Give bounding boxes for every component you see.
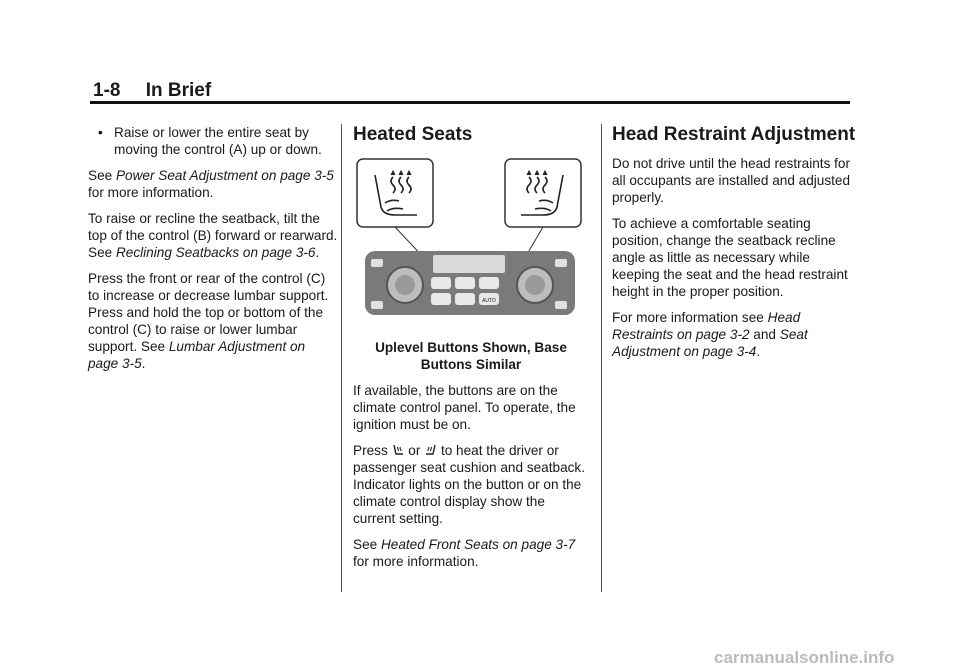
- paragraph: [353, 536, 589, 570]
- bullet-text: Raise or lower the entire seat by moving the control (A) up or down.: [114, 125, 322, 157]
- heated-seat-driver-icon: [392, 443, 405, 457]
- section-title: In Brief: [145, 80, 212, 101]
- text: .: [756, 344, 761, 359]
- paragraph: Do not drive until the head restraints for all occupants are installed and adjusted properly.: [612, 156, 851, 205]
- left-callout-box: [357, 159, 433, 227]
- text: For more information see: [612, 310, 768, 325]
- text: To raise or recline the seatback, tilt the top of the control (B) forward or rearward. See: [88, 211, 338, 260]
- heading-heated-seats: Heated Seats: [353, 124, 473, 145]
- text: for more information.: [88, 185, 214, 200]
- cross-reference-link[interactable]: Heated Front Seats on page 3-7: [380, 537, 576, 552]
- column-divider: [601, 124, 602, 592]
- watermark: carmanualsonline.info: [714, 648, 895, 667]
- right-callout-box: [505, 159, 581, 227]
- cross-reference-link[interactable]: Power Seat Adjustment on page 3-5: [115, 168, 334, 183]
- heated-seat-passenger-icon: [424, 443, 437, 457]
- paragraph: [612, 309, 857, 360]
- header-rule: [90, 101, 850, 104]
- column-head-restraint: [612, 124, 857, 369]
- text: to heat the driver or passenger seat cushion and seatback. Indicator lights on the button or on the climate control display show the current setting.: [353, 443, 586, 526]
- paragraph: To achieve a comfortable seating position, change the seatback recline angle as little as necessary while keeping the seat and the head restraint height in the proper position.: [612, 216, 848, 299]
- auto-button-label: AUTO: [482, 298, 496, 304]
- cross-reference-link[interactable]: Seat Adjustment on page 3-4: [612, 327, 808, 359]
- text: or: [404, 443, 425, 458]
- paragraph: If available, the buttons are on the climate control panel. To operate, the ignition must be on.: [353, 383, 576, 432]
- paragraph: [353, 442, 589, 527]
- climate-display: [433, 255, 505, 273]
- cross-reference-link[interactable]: Lumbar Adjustment on page 3-5: [88, 339, 306, 371]
- text: Press the front or rear of the control (C) to increase or decrease lumbar support. Press and hold the top or bottom of the control (C) to raise or lower lumbar support. See: [88, 271, 329, 354]
- paragraph: [88, 167, 338, 201]
- bullet-item: [88, 124, 338, 158]
- text: and: [749, 327, 780, 342]
- heading-head-restraint: Head Restraint Adjustment: [612, 124, 856, 145]
- bullet-dot-icon: •: [98, 125, 103, 140]
- column-divider: [341, 124, 342, 592]
- text: .: [315, 245, 320, 260]
- column-heated-seats: [353, 124, 589, 579]
- page-number: 1-8: [93, 80, 121, 101]
- column-seat-adjustment: [88, 124, 338, 381]
- text: .: [141, 356, 146, 371]
- text: for more information.: [353, 554, 479, 569]
- page-header: [93, 80, 211, 102]
- paragraph: [88, 210, 338, 261]
- text: See: [353, 537, 381, 552]
- cross-reference-link[interactable]: Head Restraints on page 3-2: [612, 310, 801, 342]
- paragraph: [88, 270, 338, 372]
- text: Press: [353, 443, 392, 458]
- text: See: [88, 168, 116, 183]
- figure-caption: Uplevel Buttons Shown, Base Buttons Similar: [375, 340, 567, 372]
- cross-reference-link[interactable]: Reclining Seatbacks on page 3-6: [115, 245, 316, 260]
- climate-panel-illustration: [355, 155, 583, 323]
